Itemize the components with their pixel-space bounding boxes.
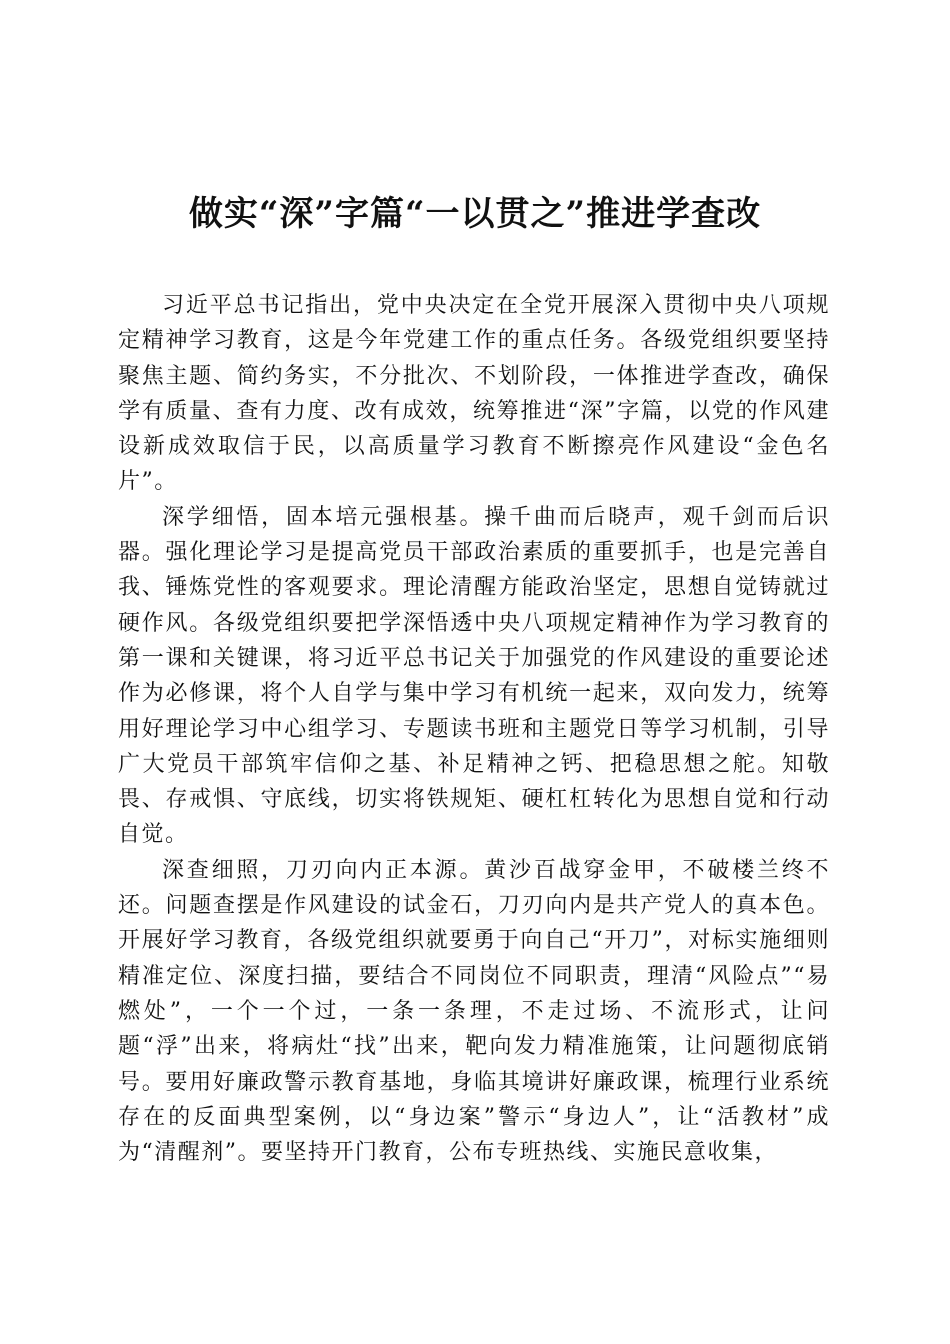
paragraph-study: 深学细悟，固本培元强根基。操千曲而后晓声，观千剑而后识器。强化理论学习是提高党员干部政治素质的重要抓手，也是完善自我、锤炼党性的客观要求。理论清醒方能政治坚定，思想自觉铸就过硬作风。各级党组织要把学深悟透中央八项规定精神作为学习教育的第一课和关键课，将习近平总书记关于加强党的作风建设的重要论述作为必修课，将个人自学与集中学习有机统一起来，双向发力，统筹用好理论学习中心组学习、专题读书班和主题党日等学习机制，引导广大党员干部筑牢信仰之基、补足精神之钙、把稳思想之舵。知敬畏、存戒惧、守底线，切实将铁规矩、硬杠杠转化为思想自觉和行动自觉。 bbox=[118, 504, 830, 848]
paragraph-intro: 习近平总书记指出，党中央决定在全党开展深入贯彻中央八项规定精神学习教育，这是今年党建工作的重点任务。各级党组织要坚持聚焦主题、简约务实，不分批次、不划阶段，一体推进学查改，确保学有质量、查有力度、改有成效，统筹推进“深”字篇，以党的作风建设新成效取信于民，以高质量学习教育不断擦亮作风建设“金色名片”。 bbox=[118, 293, 830, 495]
document-body bbox=[118, 288, 830, 1170]
paragraph-inspection: 深查细照，刀刃向内正本源。黄沙百战穿金甲，不破楼兰终不还。问题查摆是作风建设的试金石，刀刃向内是共产党人的真本色。开展好学习教育，各级党组织就要勇于向自己“开刀”，对标实施细则精准定位、深度扫描，要结合不同岗位不同职责，理清“风险点”“易燃处”，一个一个过，一条一条理，不走过场、不流形式，让问题“浮”出来，将病灶“找”出来，靶向发力精准施策，让问题彻底销号。要用好廉政警示教育基地，身临其境讲好廉政课，梳理行业系统存在的反面典型案例，以“身边案”警示“身边人”，让“活教材”成为“清醒剂”。要坚持开门教育，公布专班热线、实施民意收集， bbox=[118, 857, 830, 1166]
document-title: 做实“深”字篇“一以贯之”推进学查改 bbox=[188, 194, 762, 234]
